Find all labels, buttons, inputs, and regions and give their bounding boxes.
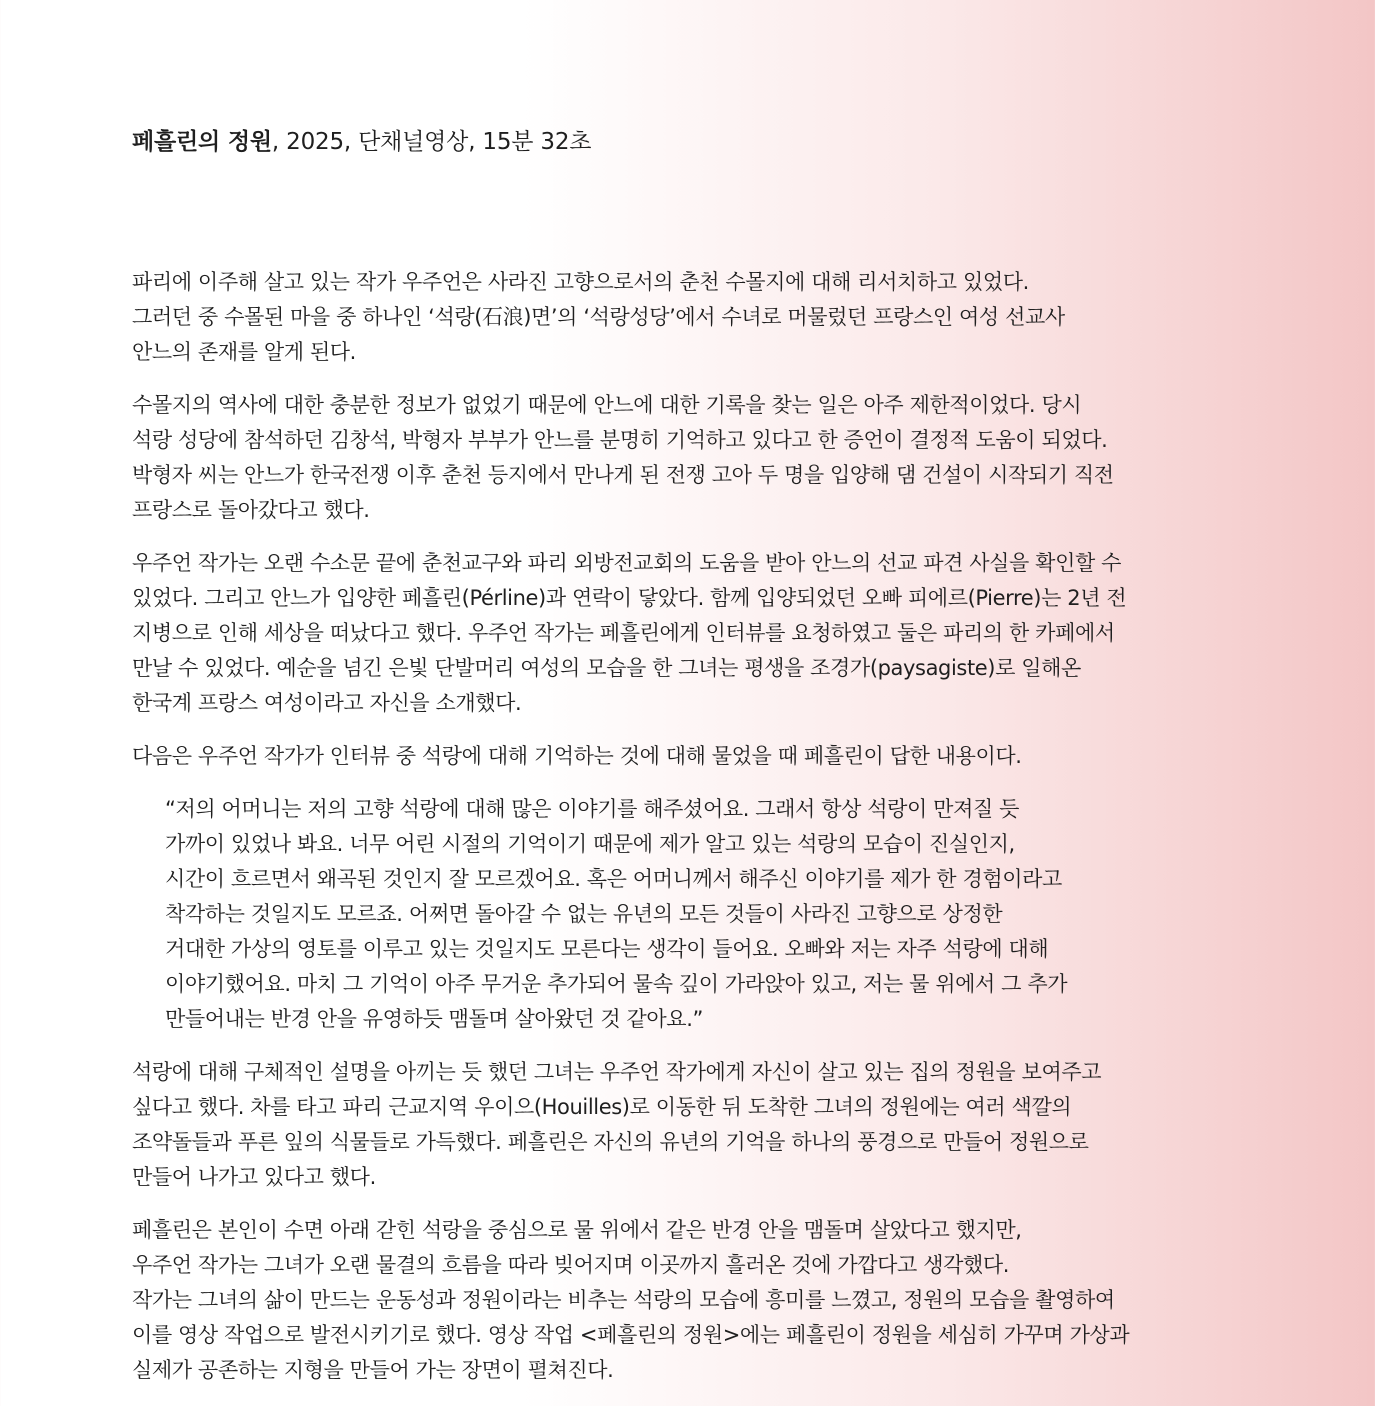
text-line: 페흘린은 본인이 수면 아래 갇힌 석랑을 중심으로 물 위에서 같은 반경 안을 맴돌며 살았다고 했지만, <box>132 1218 1022 1242</box>
text-line: 우주언 작가는 오랜 수소문 끝에 춘천교구와 파리 외방전교회의 도움을 받아 안느의 선교 파견 사실을 확인할 수 <box>132 551 1121 575</box>
paragraph-1 <box>132 265 1242 370</box>
text-line: 안느의 존재를 알게 된다. <box>132 340 356 364</box>
text-line: 지병으로 인해 세상을 떠났다고 했다. 우주언 작가는 페흘린에게 인터뷰를 요청하였고 둘은 파리의 한 카페에서 <box>132 621 1115 645</box>
work-details: , 2025, 단채널영상, 15분 32초 <box>271 129 592 155</box>
quote-line: “저의 어머니는 저의 고향 석랑에 대해 많은 이야기를 해주셨어요. 그래서 항상 석랑이 만져질 듯 <box>165 797 1019 821</box>
quote-line: 이야기했어요. 마치 그 기억이 아주 무거운 추가되어 물속 깊이 가라앉아 있고, 저는 물 위에서 그 추가 <box>165 972 1068 996</box>
text-line: 우주언 작가는 그녀가 오랜 물결의 흐름을 따라 빚어지며 이곳까지 흘러온 것에 가깝다고 생각했다. <box>132 1253 1010 1277</box>
text-line: 싶다고 했다. 차를 타고 파리 근교지역 우이으(Houilles)로 이동한 뒤 도착한 그녀의 정원에는 여러 색깔의 <box>132 1095 1072 1119</box>
text-line: 석랑에 대해 구체적인 설명을 아끼는 듯 했던 그녀는 우주언 작가에게 자신이 살고 있는 집의 정원을 보여주고 <box>132 1060 1102 1084</box>
text-line: 프랑스로 돌아갔다고 했다. <box>132 498 370 522</box>
quote-line: 시간이 흐르면서 왜곡된 것인지 잘 모르겠어요. 혹은 어머니께서 해주신 이야기를 제가 한 경험이라고 <box>165 867 1062 891</box>
paragraph-2 <box>132 388 1242 528</box>
text-line: 실제가 공존하는 지형을 만들어 가는 장면이 펼쳐진다. <box>132 1358 614 1382</box>
text-line: 만들어 나가고 있다고 했다. <box>132 1165 376 1189</box>
text-line: 작가는 그녀의 삶이 만드는 운동성과 정원이라는 비추는 석랑의 모습에 흥미를 느꼈고, 정원의 모습을 촬영하여 <box>132 1288 1115 1312</box>
quote-line: 착각하는 것일지도 모르죠. 어쩌면 돌아갈 수 없는 유년의 모든 것들이 사라진 고향으로 상정한 <box>165 902 1003 926</box>
quote-line: 만들어내는 반경 안을 유영하듯 맴돌며 살아왔던 것 같아요.” <box>165 1007 703 1031</box>
text-line: 박형자 씨는 안느가 한국전쟁 이후 춘천 등지에서 만나게 된 전쟁 고아 두 명을 입양해 댐 건설이 시작되기 직전 <box>132 463 1114 487</box>
paragraph-6 <box>132 1213 1242 1388</box>
interview-quote <box>165 792 1242 1037</box>
work-caption <box>132 126 591 158</box>
text-line: 조약돌들과 푸른 잎의 식물들로 가득했다. 페흘린은 자신의 유년의 기억을 하나의 풍경으로 만들어 정원으로 <box>132 1130 1089 1154</box>
text-line: 석랑 성당에 참석하던 김창석, 박형자 부부가 안느를 분명히 기억하고 있다고 한 증언이 결정적 도움이 되었다. <box>132 428 1108 452</box>
text-line: 파리에 이주해 살고 있는 작가 우주언은 사라진 고향으로서의 춘천 수몰지에 대해 리서치하고 있었다. <box>132 270 1029 294</box>
paragraph-3 <box>132 546 1242 721</box>
text-line: 이를 영상 작업으로 발전시키기로 했다. 영상 작업 <페흘린의 정원>에는 페흘린이 정원을 세심히 가꾸며 가상과 <box>132 1323 1130 1347</box>
text-line: 다음은 우주언 작가가 인터뷰 중 석랑에 대해 기억하는 것에 대해 물었을 때 페흘린이 답한 내용이다. <box>132 744 1022 768</box>
paragraph-5 <box>132 1055 1242 1195</box>
work-title: 페흘린의 정원 <box>132 129 272 155</box>
article-body <box>132 265 1242 1406</box>
paragraph-4 <box>132 739 1242 774</box>
quote-line: 거대한 가상의 영토를 이루고 있는 것일지도 모른다는 생각이 들어요. 오빠와 저는 자주 석랑에 대해 <box>165 937 1049 961</box>
text-line: 만날 수 있었다. 예순을 넘긴 은빛 단발머리 여성의 모습을 한 그녀는 평생을 조경가(paysagiste)로 일해온 <box>132 656 1081 680</box>
text-line: 있었다. 그리고 안느가 입양한 페흘린(Pérline)과 연락이 닿았다. 함께 입양되었던 오빠 피에르(Pierre)는 2년 전 <box>132 586 1127 610</box>
text-line: 수몰지의 역사에 대한 충분한 정보가 없었기 때문에 안느에 대한 기록을 찾는 일은 아주 제한적이었다. 당시 <box>132 393 1082 417</box>
quote-line: 가까이 있었나 봐요. 너무 어린 시절의 기억이기 때문에 제가 알고 있는 석랑의 모습이 진실인지, <box>165 832 1015 856</box>
text-line: 한국계 프랑스 여성이라고 자신을 소개했다. <box>132 691 522 715</box>
text-line: 그러던 중 수몰된 마을 중 하나인 ‘석랑(石浪)면’의 ‘석랑성당’에서 수녀로 머물렀던 프랑스인 여성 선교사 <box>132 305 1065 329</box>
